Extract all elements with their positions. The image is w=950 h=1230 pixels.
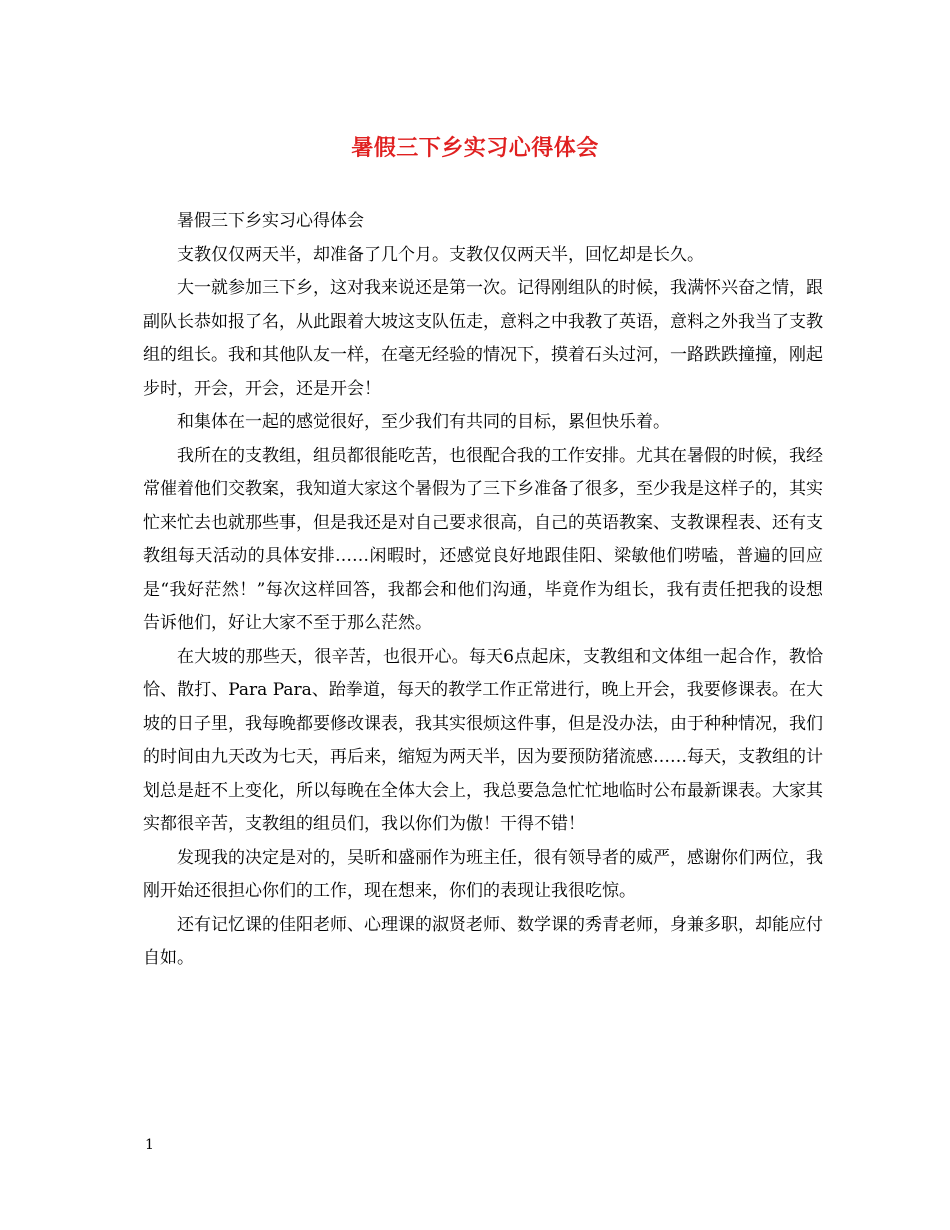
- paragraph: 大一就参加三下乡，这对我来说还是第一次。记得刚组队的时候，我满怀兴奋之情，跟副队长恭如报了名，从此跟着大坡这支队伍走，意料之中我教了英语，意料之外我当了支教组的组长。我和其他队友一样，在毫无经验的情况下，摸着石头过河，一路跌跌撞撞，刚起步时，开会，开会，还是开会！: [143, 278, 823, 399]
- page-number: 1: [145, 1137, 154, 1153]
- paragraph: 我所在的支教组，组员都很能吃苦，也很配合我的工作安排。尤其在暑假的时候，我经常催着他们交教案，我知道大家这个暑假为了三下乡准备了很多，至少我是这样子的，其实忙来忙去也就那些事，但是我还是对自己要求很高，自己的英语教案、支教课程表、还有支教组每天活动的具体安排……闲暇时，还感觉良好地跟佳阳、梁敏他们唠嗑，普遍的回应是“我好茫然！”每次这样回答，我都会和他们沟通，毕竟作为组长，我有责任把我的设想告诉他们，好让大家不至于那么茫然。: [143, 445, 823, 633]
- paragraph: 和集体在一起的感觉很好，至少我们有共同的目标，累但快乐着。: [177, 412, 670, 432]
- paragraph: 暑假三下乡实习心得体会: [177, 211, 364, 231]
- document-body: [143, 205, 823, 976]
- paragraph: 发现我的决定是对的，吴昕和盛丽作为班主任，很有领导者的威严，感谢你们两位，我刚开始还很担心你们的工作，现在想来，你们的表现让我很吃惊。: [143, 847, 823, 901]
- document-title: 暑假三下乡实习心得体会: [351, 135, 599, 161]
- paragraph: 在大坡的那些天，很辛苦，也很开心。每天6点起床，支教组和文体组一起合作，教恰恰、散打、Para Para、跆拳道，每天的教学工作正常进行，晚上开会，我要修课表。在大坡的日子里，我每晚都要修改课表，我其实很烦这件事，但是没办法，由于种种情况，我们的时间由九天改为七天，再后来，缩短为两天半，因为要预防猪流感……每天，支教组的计划总是赶不上变化，所以每晚在全体大会上，我总要急急忙忙地临时公布最新课表。大家其实都很辛苦，支教组的组员们，我以你们为傲！干得不错！: [143, 646, 823, 834]
- paragraph: 还有记忆课的佳阳老师、心理课的淑贤老师、数学课的秀青老师，身兼多职，却能应付自如。: [143, 914, 823, 968]
- paragraph: 支教仅仅两天半，却准备了几个月。支教仅仅两天半，回忆却是长久。: [177, 244, 704, 265]
